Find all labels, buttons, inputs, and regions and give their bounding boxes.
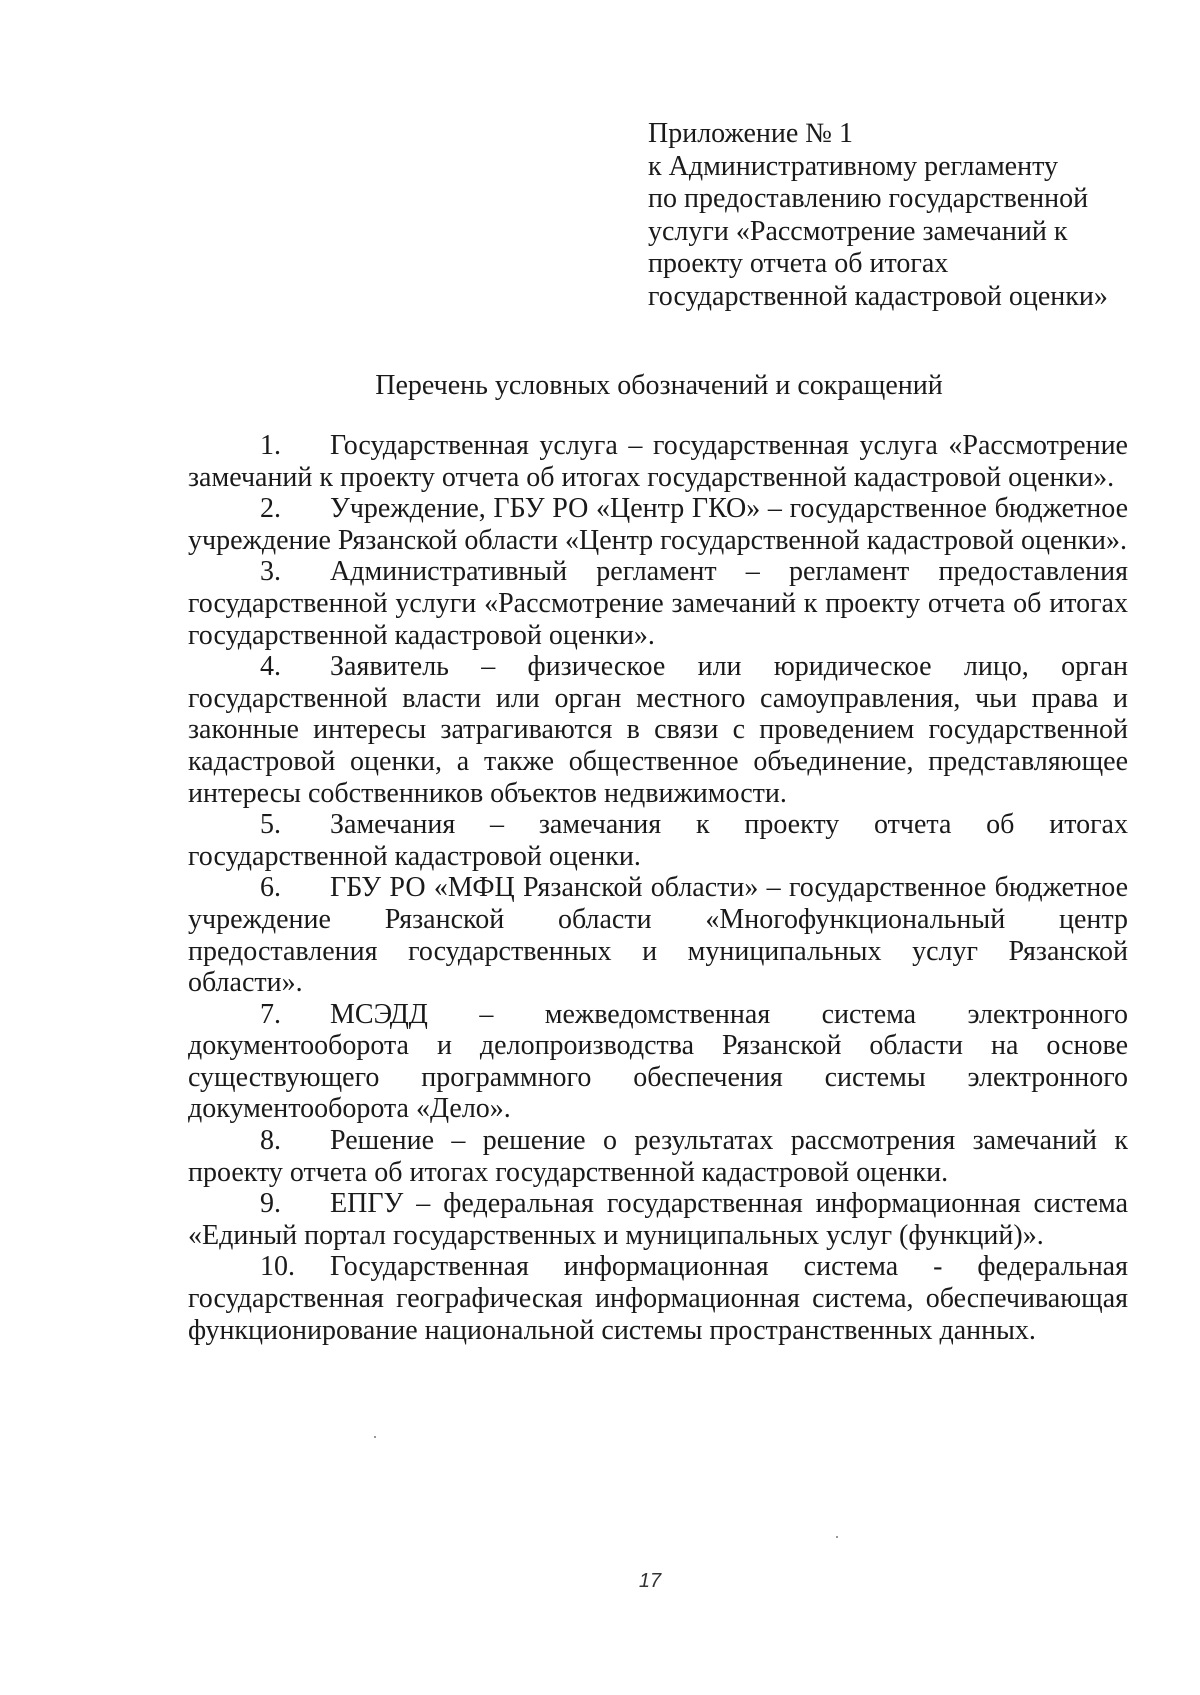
list-item — [188, 651, 1128, 809]
item-text: Решение – решение о результатах рассмотрения замечаний к проекту отчета об итогах государственной кадастровой оценки. — [188, 1125, 1128, 1188]
appendix-line: государственной кадастровой оценки» — [648, 280, 1108, 312]
item-text: Учреждение, ГБУ РО «Центр ГКО» – государственное бюджетное учреждение Рязанской области «Центр государственной кадастровой оценки». — [188, 493, 1128, 556]
list-item — [188, 809, 1128, 872]
list-item — [188, 493, 1128, 556]
item-text: ЕПГУ – федеральная государственная информационная система «Единый портал государственных и муниципальных услуг (функций)». — [188, 1188, 1128, 1251]
list-item — [188, 872, 1128, 998]
item-number: 2. — [260, 493, 281, 525]
scan-speck — [374, 1436, 376, 1438]
appendix-line: по предоставлению государственной — [648, 183, 1089, 214]
item-number: 10. — [260, 1251, 295, 1283]
item-text: Государственная информационная система - федеральная государственная географическая информационная система, обеспечивающая функционирование национальной системы пространственных данных. — [188, 1251, 1128, 1346]
list-item — [188, 999, 1128, 1125]
item-number: 9. — [260, 1188, 281, 1220]
definitions-list — [188, 430, 1128, 1346]
item-number: 8. — [260, 1125, 281, 1157]
list-item — [188, 1188, 1128, 1251]
page-number: 17 — [638, 1570, 662, 1592]
item-text: Заявитель – физическое или юридическое лицо, орган государственной власти или орган местного самоуправления, чьи права и законные интересы затрагиваются в связи с проведением государственной кадастровой оценки, а также общественное объединение, представляющее интересы собственников объектов недвижимости. — [188, 651, 1128, 809]
item-text: ГБУ РО «МФЦ Рязанской области» – государственное бюджетное учреждение Рязанской области «Многофункциональный центр предоставления государственных и муниципальных услуг Рязанской области». — [188, 872, 1128, 999]
page-title: Перечень условных обозначений и сокращений — [375, 370, 943, 401]
item-text: Административный регламент – регламент предоставления государственной услуги «Рассмотрение замечаний к проекту отчета об итогах государственной кадастровой оценки». — [188, 556, 1128, 651]
item-text: Замечания – замечания к проекту отчета об итогах государственной кадастровой оценки. — [188, 809, 1128, 872]
item-number: 7. — [260, 998, 281, 1030]
item-number: 4. — [260, 651, 281, 683]
item-text: Государственная услуга – государственная услуга «Рассмотрение замечаний к проекту отчета об итогах государственной кадастровой оценки». — [188, 430, 1128, 493]
appendix-line: услуги «Рассмотрение замечаний к — [648, 215, 1068, 247]
item-number: 6. — [260, 872, 281, 904]
appendix-line: к Административному регламенту — [648, 150, 1058, 182]
item-number: 1. — [260, 430, 281, 461]
list-item — [188, 1251, 1128, 1346]
item-text: МСЭДД – межведомственная система электронного документооборота и делопроизводства Рязанской области на основе существующего программного обеспечения системы электронного документооборота «Дело». — [188, 998, 1128, 1125]
appendix-line: Приложение № 1 — [648, 118, 853, 149]
scan-speck — [836, 1536, 838, 1538]
appendix-line: проекту отчета об итогах — [648, 248, 949, 279]
list-item — [188, 430, 1128, 493]
appendix-header — [648, 118, 1168, 313]
item-number: 3. — [260, 556, 281, 588]
list-item — [188, 556, 1128, 651]
list-item — [188, 1125, 1128, 1188]
item-number: 5. — [260, 809, 281, 841]
